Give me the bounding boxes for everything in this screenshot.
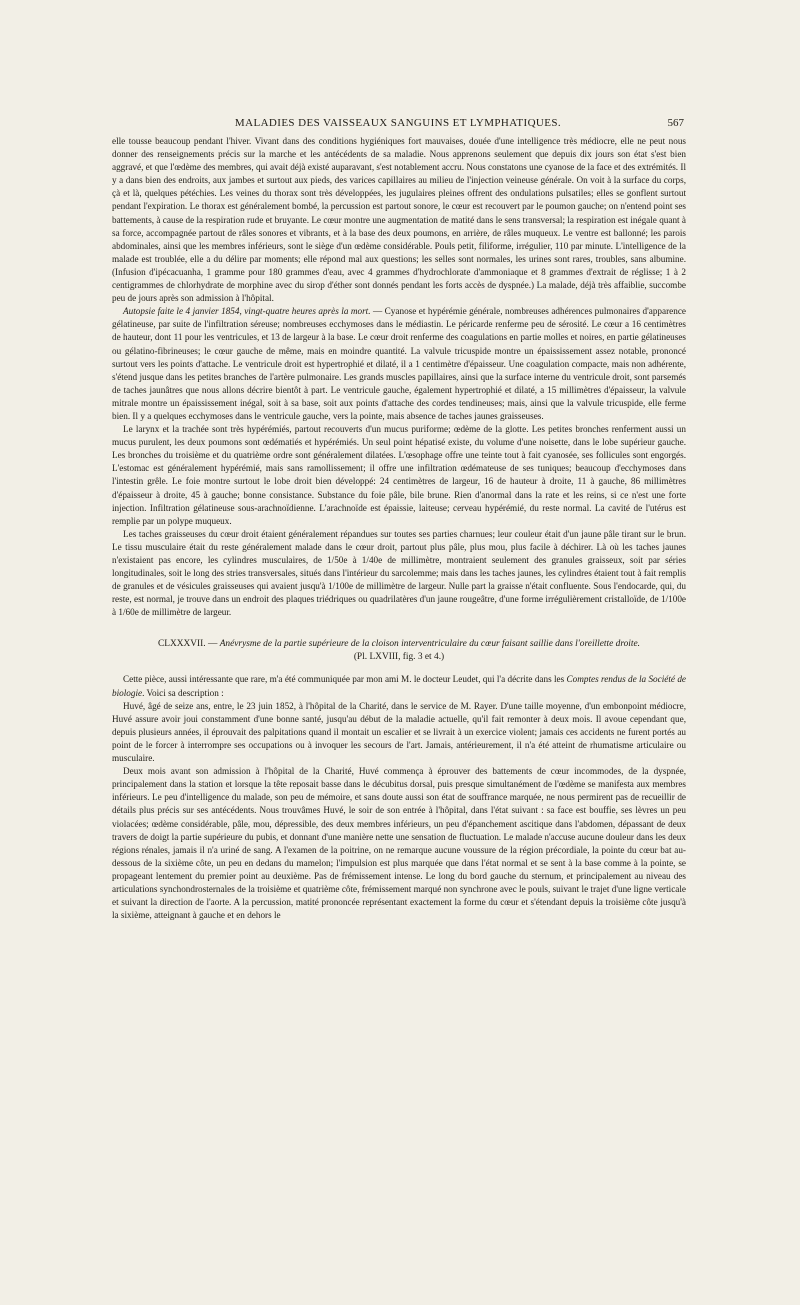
paragraph-introduction [112,673,686,699]
case-title: Anévrysme de la partie supérieure de la cloison interventriculaire du cœur faisant saillie dans l'oreillette droite. [219,639,641,650]
running-title: MALADIES DES VAISSEAUX SANGUINS ET LYMPHATIQUES. [234,117,562,129]
body-text [112,135,686,922]
paragraph-clinical-history: elle tousse beaucoup pendant l'hiver. Vivant dans des conditions hygiéniques fort mauvaises, douée d'une intelligence très médiocre, elle ne peut nous donner des renseignements précis sur la marche et les antécédents de sa maladie. Nous apprenons seulement que depuis dix jours son état s'est bien aggravé, et que l'œdème des membres, qui avait déjà existé auparavant, s'est notablement accru. Nous constatons une cyanose de la face et des extrémités. Il y a dans bien des endroits, aux jambes et surtout aux pieds, des varices capillaires au milieu de l'injection veineuse générale. On voit à la surface du corps, çà et là, quelques pétéchies. Les veines du thorax sont très développées, les jugulaires pleines offrent des ondulations pulsatiles; elles se gonflent surtout pendant l'expiration. Le thorax est généralement bombé, la percussion est partout sonore, le cœur est recouvert par le poumon gauche; on n'entend point ses battements, à cause de la respiration rude et bruyante. Le cœur montre une augmentation de matité dans le sens transversal; la respiration est inégale quant à sa force, accompagnée partout de râles sonores et vibrants, et à la base des deux poumons, en arrière, de râles muqueux. Le ventre est ballonné; les parois abdominales, ainsi que les membres inférieurs, sont le siège d'un œdème considérable. Pouls petit, filiforme, irrégulier, 110 par minute. L'intelligence de la malade est troublée, elle a du délire par moments; elle répond mal aux questions; les selles sont normales, les urines sont rares, troubles, sans albumine. (Infusion d'ipécacuanha, 1 gramme pour 180 grammes d'eau, avec 4 grammes d'hydrochlorate d'ammoniaque et 8 grammes d'extrait de réglisse; 1 à 2 centigrammes de chlorhydrate de morphine avec du sirop d'éther sont donnés pendant les forts accès de dyspnée.) La malade, déjà très affaiblie, succombe peu de jours après son admission à l'hôpital. [112,136,686,304]
paragraph-autopsy [112,305,686,423]
case-heading [112,638,686,651]
intro-text-b: . Voici sa description : [142,687,224,698]
case-plate-reference: (Pl. LXVIII, fig. 3 et 4.) [353,652,445,663]
autopsy-lead: Autopsie faite le 4 janvier 1854, vingt-quatre heures après la mort. [123,306,371,317]
page-number: 567 [667,117,684,129]
paragraph-patient-history: Huvé, âgé de seize ans, entre, le 23 juin 1852, à l'hôpital de la Charité, dans le service de M. Rayer. D'une taille moyenne, d'un embonpoint médiocre, Huvé assure avoir joui constamment d'une bonne santé, jusqu'au début de la maladie actuelle, qu'il fait remonter à deux mois. Il avoue cependant que, depuis plusieurs années, il éprouvait des palpitations quand il montait un escalier et se livrait à un exercice violent; jamais ces accidents ne furent portés au point de le forcer à interrompre ses occupations ou à invoquer les secours de l'art. Jamais, antérieurement, il n'a été atteint de rhumatisme articulaire ou musculaire. [112,700,686,764]
paragraph-organs: Le larynx et la trachée sont très hypérémiés, partout recouverts d'un mucus puriforme; œdème de la glotte. Les petites bronches renferment aussi un mucus purulent, les deux poumons sont œdématiés et hypérémiés. Un seul point hépatisé existe, du volume d'une noisette, dans le lobe supérieur gauche. Les bronches du troisième et du quatrième ordre sont généralement dilatées. L'œsophage offre une teinte tout à fait cyanosée, ses follicules sont engorgés. L'estomac est généralement hypérémié, mais sans ramollissement; il offre une infiltration œdémateuse de ses tuniques; beaucoup d'ecchymoses dans l'intestin grêle. Le foie montre surtout le lobe droit bien développé: 24 centimètres de largeur, 16 de hauteur à droite, 11 à gauche, 86 millimètres d'épaisseur à droite, 45 à gauche; bonne consistance. Substance du foie pâle, bile brune. Rien d'anormal dans la rate et les reins, si ce n'est une forte injection. Infiltration gélatineuse sous-arachnoïdienne. L'arachnoïde est épaissie, laiteuse; cerveau hypérémié, du reste normal. La cavité de l'utérus est remplie par un polype muqueux. [112,424,686,526]
case-number: CLXXXVII. — [157,639,220,650]
autopsy-text: — Cyanose et hypérémie générale, nombreuses adhérences pulmonaires d'apparence gélatineuse, par suite de l'infiltration séreuse; nombreuses ecchymoses dans le médiastin. Le péricarde renferme peu de sérosité. Le cœur a 16 centimètres de hauteur, dont 11 pour les ventricules, et 13 de largeur à la base. Le cœur droit renferme des coagulations en partie molles et noires, en partie gélatineuses ou gélatino-fibrineuses; le cœur gauche de même, mais en moindre quantité. La valvule tricuspide montre un épaississement assez notable, prononcé surtout vers les points d'attache. Le ventricule droit est hypertrophié et dilaté, il a 1 centimètre d'épaisseur. Une coagulation compacte, mais non adhérente, s'étend jusque dans les petites branches de l'artère pulmonaire. Les grands muscles papillaires, ainsi que la surface interne du ventricule droit, sont parsemés de taches jaunâtres que nous allons décrire bientôt à part. Le ventricule gauche, également hypertrophié et dilaté, a 15 millimètres d'épaisseur, la valvule mitrale montre un épaississement inégal, soit à sa base, soit aux points d'attache des cordes tendineuses; mais, ainsi que la valvule tricuspide, elle ferme bien. Il y a quelques ecchymoses dans le ventricule gauche, vers la pointe, mais absence de taches jaunes graisseuses. [112,306,686,421]
intro-text-a: Cette pièce, aussi intéressante que rare, m'a été communiquée par mon ami M. le docteur Leudet, qui l'a décrite dans les [123,674,567,685]
page-header [112,117,684,133]
paragraph-admission-exam: Deux mois avant son admission à l'hôpital de la Charité, Huvé commença à éprouver des battements de cœur incommodes, de la dyspnée, principalement dans la station et lorsque la tête reposait basse dans le décubitus dorsal, puis presque simultanément de l'œdème se manifesta aux membres inférieurs. Le peu d'intelligence du malade, son peu de mémoire, et sans doute aussi son état de souffrance marquée, ne nous permirent pas de recueillir de détails plus précis sur ses antécédents. Nous trouvâmes Huvé, le soir de son entrée à l'hôpital, dans l'état suivant : sa face est bouffie, ses lèvres un peu violacées; œdème considérable, pâle, mou, dépressible, des deux membres inférieurs, un peu d'épanchement ascitique dans l'abdomen, dépassant de deux travers de doigt la partie supérieure du pubis, et donnant d'une manière nette une sensation de fluctuation. Le malade n'accuse aucune douleur dans les deux régions rénales, jamais il n'a uriné de sang. A l'examen de la poitrine, on ne remarque aucune voussure de la région précordiale, la pointe du cœur bat au-dessous de la sixième côte, un peu en dedans du mamelon; l'impulsion est plus marquée que dans l'état normal et se sent à la base comme à la pointe, se propageant lentement du premier point au deuxième. Pas de frémissement intense. Le long du bord gauche du sternum, et principalement au niveau des articulations synchondrosternales de la troisième et quatrième côte, frémissement marqué non synchrone avec le pouls, suivant le trajet d'une ligne verticale et suivant la direction de l'aorte. A la percussion, matité prononcée représentant exactement la forme du cœur et s'étendant depuis la troisième côte jusqu'à la sixième, atteignant à gauche et en dehors le [112,766,686,921]
paragraph-fatty-spots: Les taches graisseuses du cœur droit étaient généralement répandues sur toutes ses parties charnues; leur couleur était d'un jaune pâle tirant sur le brun. Le tissu musculaire était du reste généralement malade dans le cœur droit, partout plus pâle, plus mou, plus facile à déchirer. Là où les taches jaunes n'existaient pas encore, les cylindres musculaires, de 1/50e à 1/40e de millimètre, montraient seulement des granules graisseux, soit par séries longitudinales, soit le long des stries transversales, situés dans l'intérieur du sarcolemme; mais dans les taches jaunes, les cylindres étaient tout à fait remplis de granules et de vésicules graisseuses qui avaient jusqu'à 1/100e de millimètre de largeur. Nulle part la graisse n'était confluente. Sous l'endocarde, qui, du reste, est normal, je trouve dans un endroit des plaques triédriques ou quadrilatères d'un jaune rougeâtre, d'une forme irrégulièrement cristalloïde, de 1/100e à 1/60e de millimètre de largeur. [112,528,686,618]
journal-title: Comptes rendus de la Société de biologie [112,674,686,698]
